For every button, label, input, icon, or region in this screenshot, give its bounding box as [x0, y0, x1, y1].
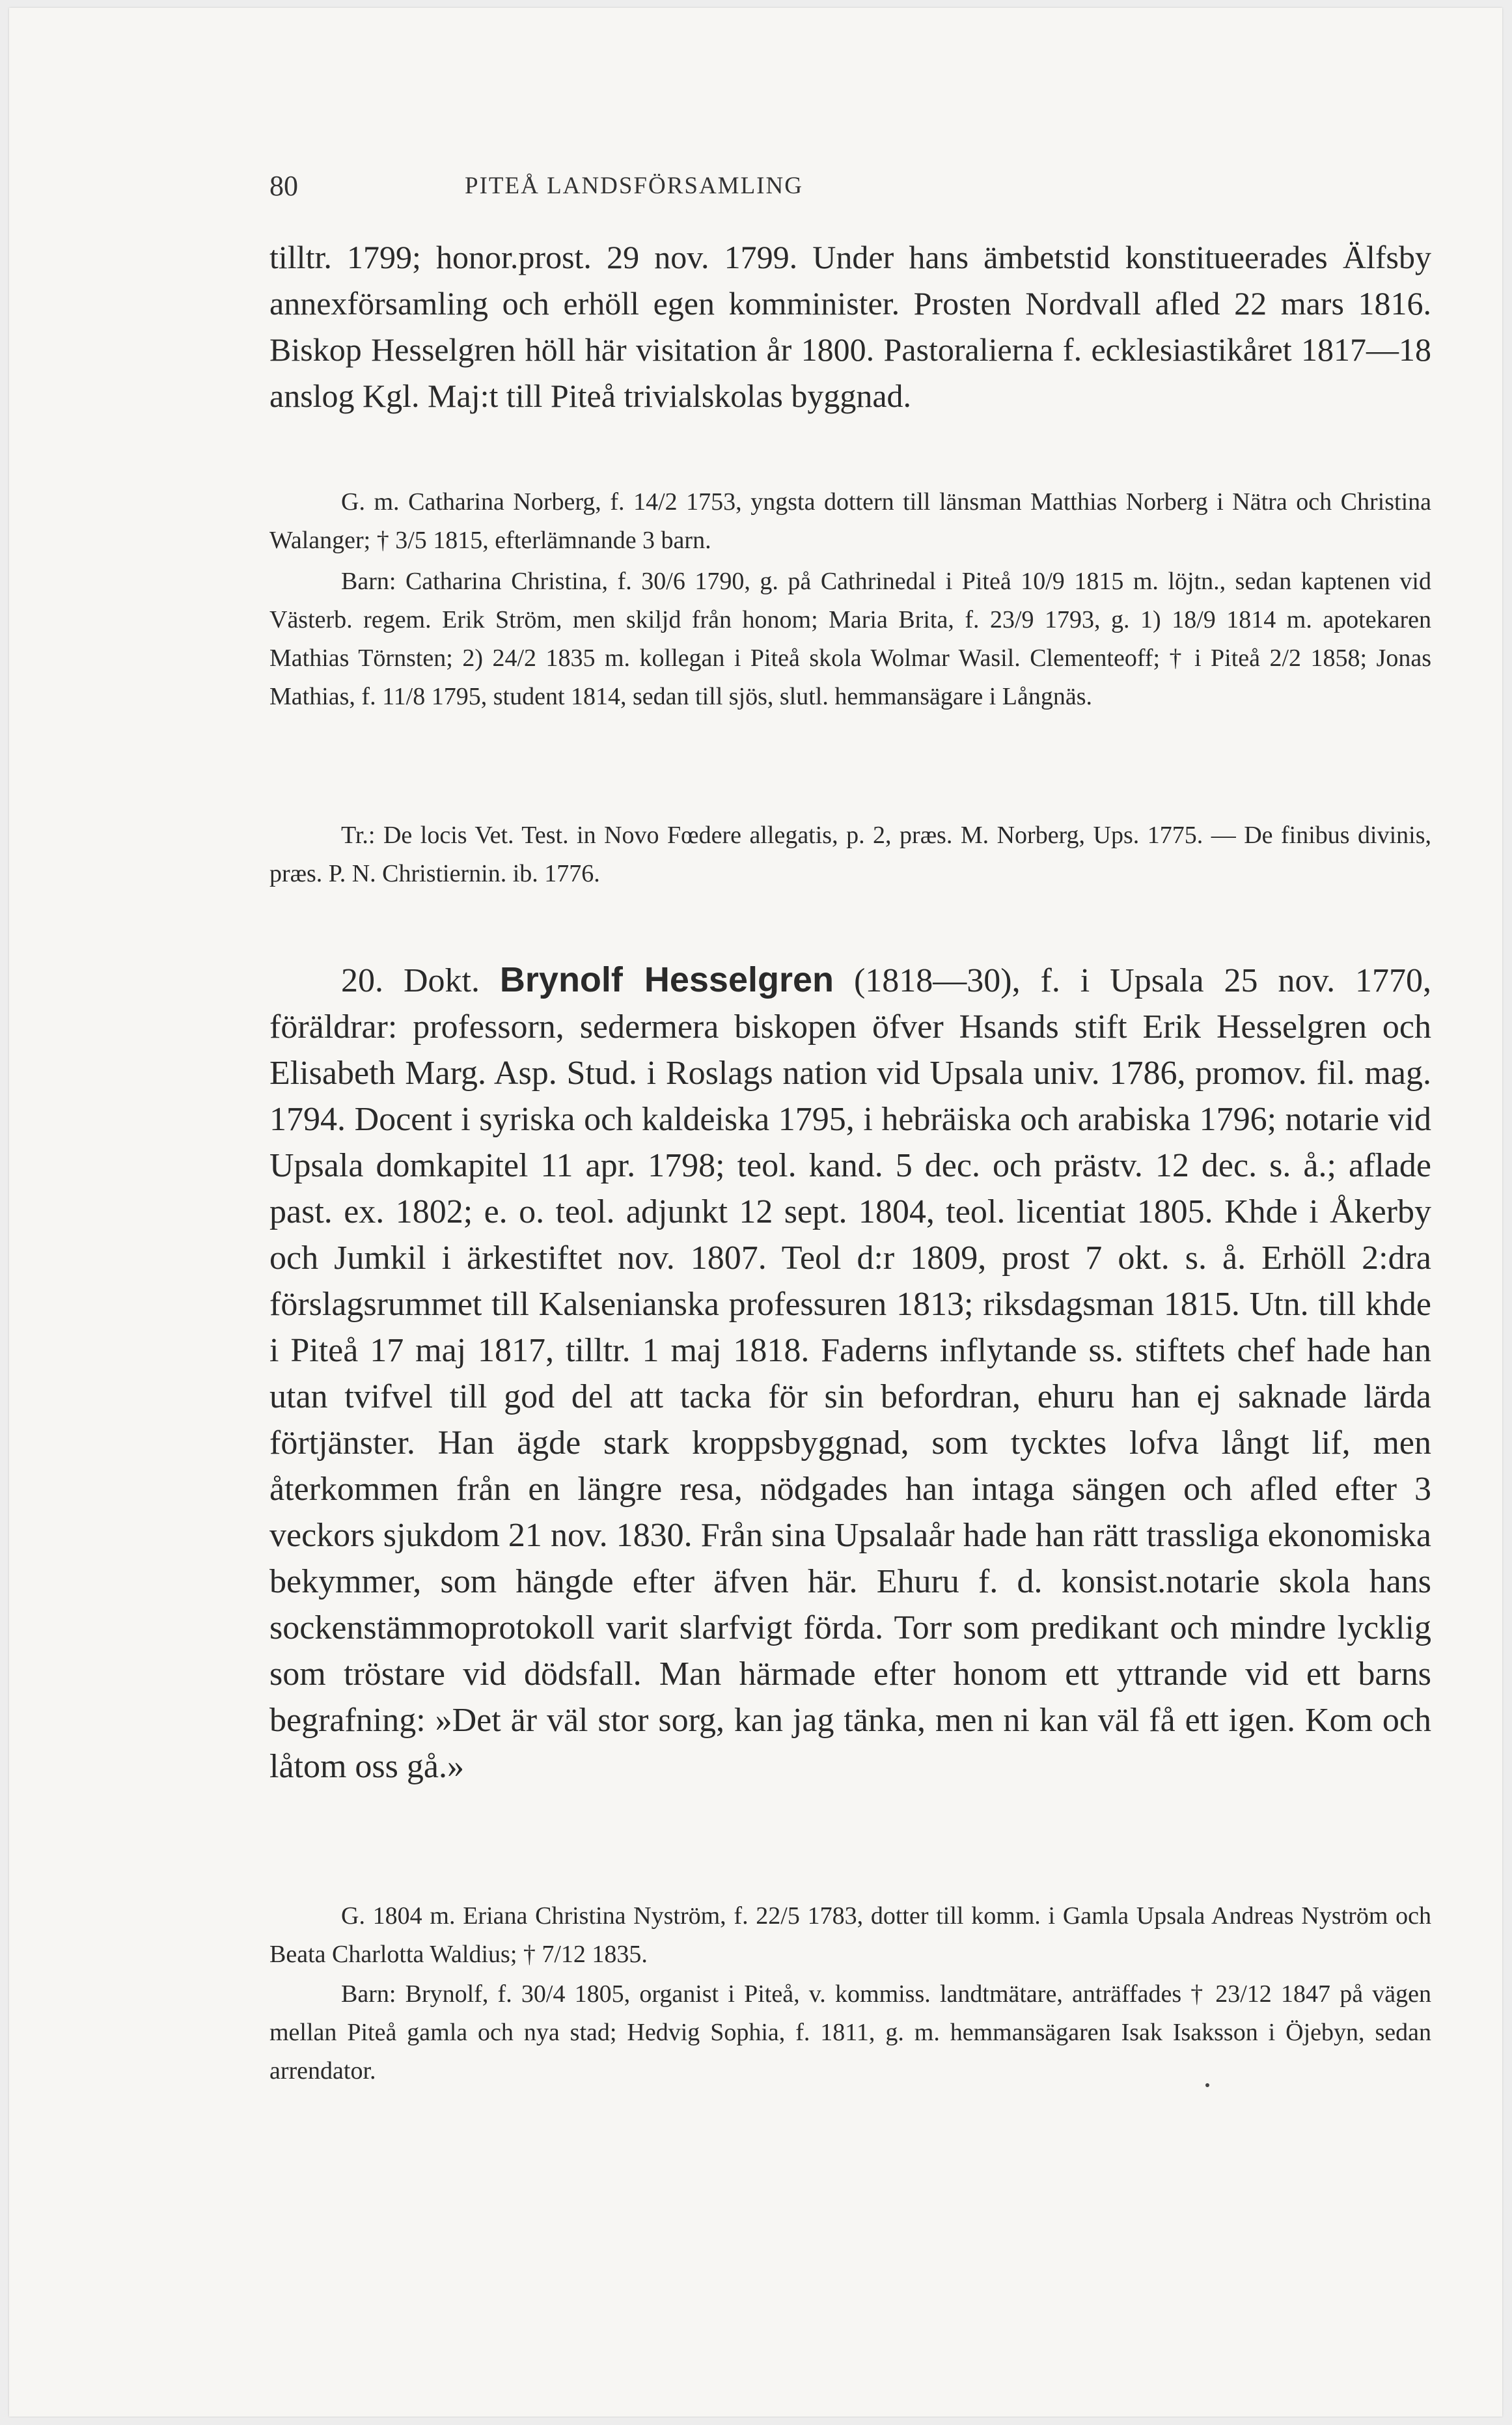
paragraph-marriage-hesselgren: G. 1804 m. Eriana Christina Nyström, f. 22/5 1783, dotter till komm. i Gamla Upsala Andreas Nyström och Beata Charlotta Waldius; † 7/12 1835. [269, 1902, 1431, 1968]
document-page [9, 8, 1502, 2417]
person-name: Brynolf Hesselgren [499, 960, 834, 999]
page-number: 80 [269, 170, 298, 202]
paragraph-nordvall-end: tilltr. 1799; honor.prost. 29 nov. 1799. Under hans ämbetstid konstitueerades Älfsby annexförsamling och erhöll egen komminister. Prosten Nordvall afled 22 mars 1816. Biskop Hesselgren höll här visitation år 1800. Pastoralierna f. ecklesiastikåret 1817—18 anslog Kgl. Maj:t till Piteå trivialskolas byggnad. [269, 239, 1431, 414]
entry-number: 20. Dokt. [341, 962, 480, 999]
paragraph-children-nordvall: Barn: Catharina Christina, f. 30/6 1790, g. på Cathrinedal i Piteå 10/9 1815 m. löjtn., sedan kaptenen vid Västerb. regem. Erik Ström, men skiljd från honom; Maria Brita, f. 23/9 1793, g. 1) 18/9 1814 m. apotekaren Mathias Törnsten; 2) 24/2 1835 m. kollegan i Piteå skola Wolmar Wasil. Clementeoff; † i Piteå 2/2 1858; Jonas Mathias, f. 11/8 1795, student 1814, sedan till sjös, slutl. hemmansägare i Långnäs. [269, 568, 1431, 710]
biography-text: (1818—30), f. i Upsala 25 nov. 1770, föräldrar: professorn, sedermera biskopen öfver Hsands stift Erik Hesselgren och Elisabeth Marg. Asp. Stud. i Roslags nation vid Upsala univ. 1786, promov. fil. mag. 1794. Docent i syriska och kaldeiska 1795, i hebräiska och arabiska 1796; notarie vid Upsala domkapitel 11 apr. 1798; teol. kand. 5 dec. och prästv. 12 dec. s. å.; aflade past. ex. 1802; e. o. teol. adjunkt 12 sept. 1804, teol. licentiat 1805. Khde i Åkerby och Jumkil i ärkestiftet nov. 1807. Teol d:r 1809, prost 7 okt. s. å. Erhöll 2:dra förslagsrummet till Kalsenianska professuren 1813; riksdagsman 1815. Utn. till khde i Piteå 17 maj 1817, tilltr. 1 maj 1818. Faderns inflytande ss. stiftets chef hade han utan tvifvel till god del att tacka för sin befordran, ehuru han ej saknade lärda förtjänster. Han ägde stark kroppsbyggnad, som tycktes lofva långt lif, men återkommen från en längre resa, nödgades han intaga sängen och afled efter 3 veckors sjukdom 21 nov. 1830. Från sina Upsalaår hade han rätt trassliga ekonomiska bekymmer, som hängde efter äfven här. Ehuru f. d. konsist.notarie skola hans sockenstämmoprotokoll varit slarfvigt förda. Torr som predikant och mindre lycklig som tröstare vid dödsfall. Man härmade efter honom ett yttrande vid ett barns begrafning: »Det är väl stor sorg, kan jag tänka, men ni kan väl få ett igen. Kom och låtom oss gå.» [269, 962, 1432, 1785]
page-header [269, 169, 1441, 208]
running-title: PITEÅ LANDSFÖRSAMLING [465, 173, 803, 199]
paragraph-marriage-nordvall: G. m. Catharina Norberg, f. 14/2 1753, yngsta dottern till länsman Matthias Norberg i Nätra och Christina Walanger; † 3/5 1815, efterlämnande 3 barn. [269, 488, 1431, 554]
print-speck [1205, 2083, 1209, 2087]
paragraph-children-hesselgren: Barn: Brynolf, f. 30/4 1805, organist i Piteå, v. kommiss. landtmätare, anträffades † 23/12 1847 på vägen mellan Piteå gamla och nya stad; Hedvig Sophia, f. 1811, g. m. hemmansägaren Isak Isaksson i Öjebyn, sedan arrendator. [269, 1980, 1431, 2085]
paragraph-hesselgren-biography [269, 957, 1431, 1790]
paragraph-writings-nordvall: Tr.: De locis Vet. Test. in Novo Fœdere allegatis, p. 2, præs. M. Norberg, Ups. 1775. — De finibus divinis, præs. P. N. Christiernin. ib. 1776. [269, 822, 1431, 887]
